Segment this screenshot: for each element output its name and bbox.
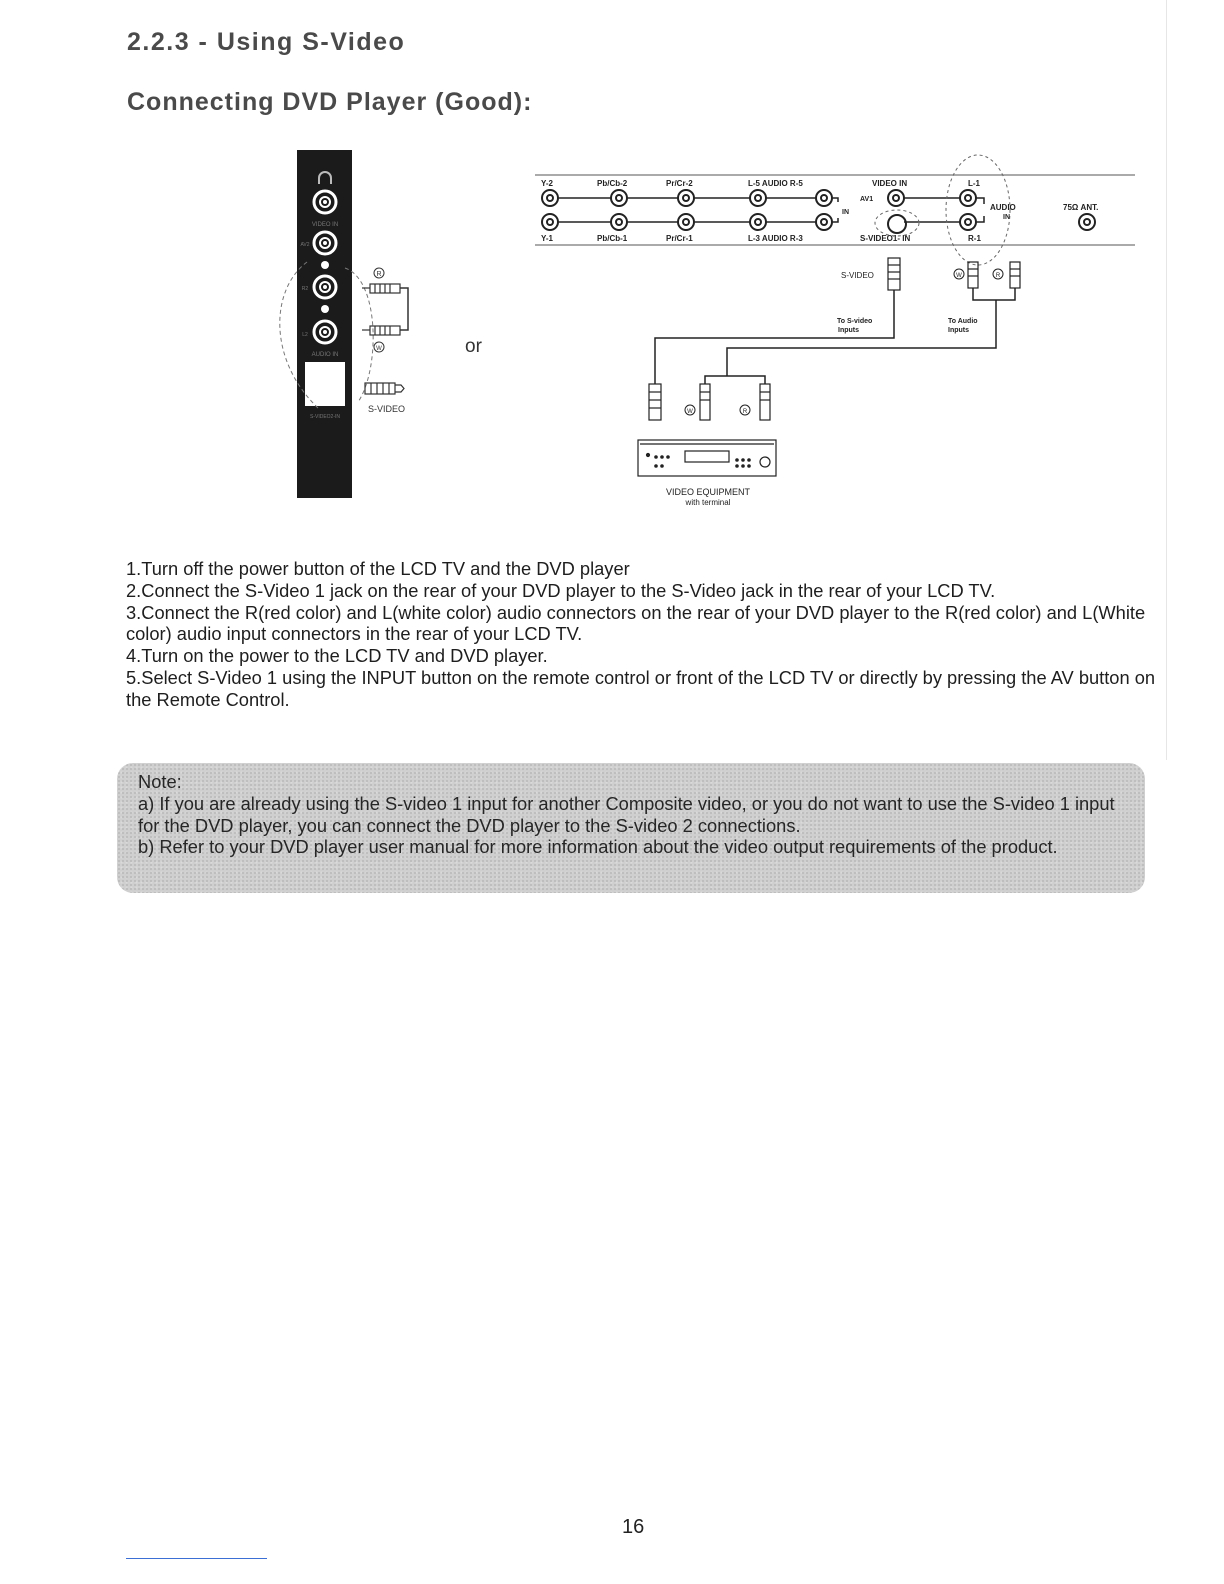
rear-jack-av1 [888,190,904,206]
rear-label-in-small: IN [842,209,849,216]
rear-label-y2: Y-2 [541,179,554,188]
rear-audio-plug-r [1010,262,1020,288]
side-audio-in-label: AUDIO IN [311,352,339,358]
equipment-audio-plug-w [700,384,710,420]
equipment-svideo-plug [649,384,661,420]
rear-jack-y2 [542,190,558,206]
side-av2-label: AV2 [300,242,310,248]
rear-label-svideo1-in: S-VIDEO1- IN [860,234,911,243]
rear-jack-r1 [960,214,976,230]
side-indicator-dot [321,261,329,269]
equipment-plug-r-letter: R [742,409,748,415]
side-r2-label: R2 [301,286,309,292]
rear-label-r1: R-1 [968,234,981,243]
page-number: 16 [622,1516,645,1538]
dvd-player-icon [638,440,776,476]
side-plug-r [362,284,400,293]
rear-svideo-plug [888,258,900,290]
side-plug-w-letter: W [376,346,382,352]
side-video-in-label: VIDEO IN [311,222,339,228]
note-item-b: b) Refer to your DVD player user manual for more information about the video output requirements of the product. [138,836,1058,858]
rear-jack-pbcb2 [611,190,627,206]
rear-jack-r5 [816,190,832,206]
rear-jack-row-bottom [542,214,1095,233]
rear-label-audio-bottom: L-3 AUDIO R-3 [748,234,803,243]
equipment-audio-plug-r [760,384,770,420]
rear-label-audio: AUDIO [990,203,1016,212]
rear-plug-w-letter: W [956,273,962,279]
rear-label-pbcb1: Pb/Cb-1 [597,234,628,243]
step-item: 1.Turn off the power button of the LCD TV and the DVD player [126,558,630,579]
rear-to-audio-label-2: Inputs [948,327,969,334]
rear-label-audio-in: IN [1003,214,1010,221]
rear-label-prcr1: Pr/Cr-1 [666,234,693,243]
step-item: 5.Select S-Video 1 using the INPUT button on the remote control or front of the LCD TV or directly by pressing the AV button on the Remote Control. [126,666,1156,710]
equipment-label: VIDEO EQUIPMENT [665,487,751,497]
instruction-steps [126,558,1176,711]
side-audio-cable [400,288,408,330]
or-separator: or [465,336,482,357]
note-item-a: a) If you are already using the S-video 1 input for another Composite video, or you do not want to use the S-video 1 input for the DVD player, you can connect the DVD player to the S-video 2 connections. [138,792,1115,836]
connection-diagram [0,0,1224,520]
side-plug-w [362,326,400,335]
rear-jack-l5 [750,190,766,206]
rear-to-svideo-label-1: To S-video [837,318,873,325]
rear-to-svideo-label-2: Inputs [838,327,859,334]
step-item: 2.Connect the S-Video 1 jack on the rear of your DVD player to the S-Video jack in the rear of your LCD TV. [126,579,996,601]
rear-jack-prcr1 [678,214,694,230]
footer-rule [126,1558,267,1559]
rear-plug-r-letter: R [995,273,1001,279]
side-plug-r-letter: R [376,271,382,278]
note-box [117,763,1145,893]
side-svideo-port [305,362,345,406]
rear-to-audio-label-1: To Audio [948,318,978,325]
subsection-heading: Connecting DVD Player (Good): [127,88,533,116]
rear-cables [655,288,1015,384]
note-title: Note: [138,771,182,792]
rear-jack-svideo1 [888,215,906,233]
rear-audio-plug-w [968,262,978,288]
step-item: 4.Turn on the power to the LCD TV and DVD player. [126,645,548,667]
rear-jack-l1 [960,190,976,206]
side-svideo-plug-label: S-VIDEO [368,404,406,414]
rear-jack-l3 [750,214,766,230]
rear-jack-prcr2 [678,190,694,206]
rear-panel-diagram [535,155,1135,507]
rear-svideo-plug-label: S-VIDEO [841,271,874,280]
rear-label-ant: 75Ω ANT. [1063,203,1099,212]
rear-label-av1: AV1 [860,196,874,203]
rear-label-l1: L-1 [968,179,980,188]
rear-jack-y1 [542,214,558,230]
rear-label-video-in: VIDEO IN [872,179,908,188]
rear-label-pbcb2: Pb/Cb-2 [597,179,628,188]
step-item: 3.Connect the R(red color) and L(white color) audio connectors on the rear of your DVD player to the R(red color) and L(White color) audio input connectors in the rear of your LCD TV. [126,601,1146,645]
equipment-plug-w-letter: W [687,409,693,415]
rear-label-y1: Y-1 [541,234,554,243]
side-svideo2-in-label: S-VIDEO2-IN [309,414,341,420]
rear-label-audio-top: L-5 AUDIO R-5 [748,179,803,188]
side-svideo-plug [365,383,404,394]
side-indicator-dot [321,305,329,313]
equipment-sublabel: with terminal [685,498,731,507]
side-panel-diagram [280,150,408,498]
rear-jack-connectors [558,198,984,222]
section-heading: 2.2.3 - Using S-Video [127,28,406,56]
rear-label-prcr2: Pr/Cr-2 [666,179,693,188]
rear-jack-r3 [816,214,832,230]
rear-jack-pbcb1 [611,214,627,230]
side-l2-label: L2 [302,332,308,338]
rear-jack-antenna [1079,214,1095,230]
